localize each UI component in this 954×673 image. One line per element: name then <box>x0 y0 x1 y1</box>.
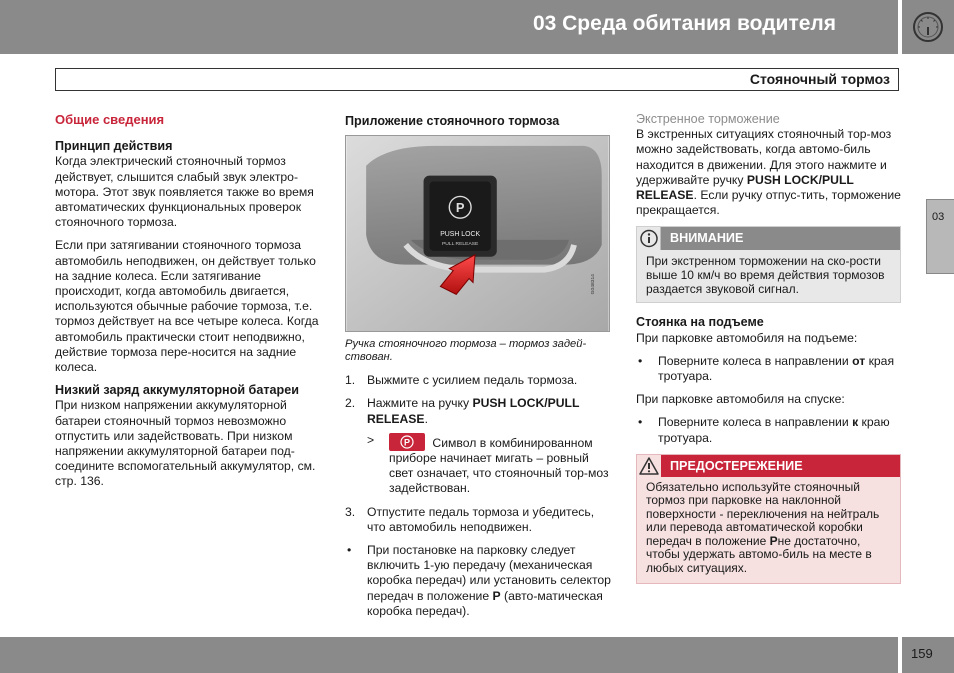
uphill-paragraph: При парковке автомобиля на подъеме: <box>636 330 858 345</box>
warning-triangle-icon <box>637 455 661 477</box>
gear-bullet-post: (авто-матическая коробка передач). <box>367 588 603 618</box>
downhill-bullet-pre: Поверните колеса в направлении <box>658 415 853 430</box>
apply-heading: Приложение стояночного тормоза <box>345 114 560 128</box>
warning-pre: Обязательно используйте стояночный тормоз при парковке на наклонной поверхности - переключения на нейтраль или перевода автоматической коробки передач в положение <box>646 479 880 548</box>
section-title: Стояночный тормоз <box>749 71 890 87</box>
bullet-dot: • <box>638 353 643 368</box>
gear-bullet <box>345 543 613 619</box>
step-3-text: Отпустите педаль тормоза и убедитесь, что автомобиль неподвижен. <box>367 504 595 534</box>
speedometer-icon <box>912 11 944 43</box>
parking-brake-icon <box>389 433 425 451</box>
apply-steps-cont <box>345 505 613 535</box>
emergency-post: . Если ручку отпус-тить, торможение прекращается. <box>636 188 901 218</box>
step-2-text-post: . <box>424 411 428 426</box>
note-title: ВНИМАНИЕ <box>670 231 744 246</box>
uphill-heading: Стоянка на подъеме <box>636 315 764 330</box>
push-lock-label: PUSH LOCK <box>440 231 481 239</box>
chapter-title: 03 Среда обитания водителя <box>532 12 836 35</box>
principle-paragraph: Когда электрический стояночный тормоз действует, слышится слабый звук электро-мотора. Этот звук появляется также во время автоматических функциональных проверок стояночного тормоза. <box>55 154 314 230</box>
step-2 <box>345 396 613 426</box>
step-1 <box>345 373 613 388</box>
parking-brake-photo <box>345 135 610 332</box>
downhill-bullet <box>636 415 901 445</box>
emergency-bold: PUSH LOCK/PULL RELEASE <box>636 172 854 203</box>
svg-text:P: P <box>455 200 465 216</box>
header-bar <box>0 0 898 54</box>
general-heading: Общие сведения <box>55 112 165 127</box>
svg-text:P: P <box>403 437 411 448</box>
apply-steps <box>345 373 613 427</box>
column-apply <box>345 112 613 627</box>
apply-bullets <box>345 543 613 619</box>
image-id: G048314 <box>590 274 596 295</box>
uphill-bullet <box>636 354 901 384</box>
uphill-bullet-post: края тротуара. <box>658 353 895 384</box>
warning-bold: P <box>769 533 778 548</box>
downhill-paragraph: При парковке автомобиля на спуске: <box>636 392 845 407</box>
principle-heading: Принцип действия <box>55 139 173 154</box>
gear-bullet-bold: P <box>492 588 501 603</box>
page-number: 159 <box>911 646 933 661</box>
step-2-text-pre: Нажмите на ручку <box>367 396 473 411</box>
pull-release-label: PULL RELEASE <box>442 242 479 248</box>
chapter-side-tab <box>926 199 954 274</box>
step-2-num: 2. <box>345 396 356 411</box>
result-text: Символ в комбинированном приборе начинает мигать – ровный свет означает, что стояночный тор-моз задействован. <box>389 435 609 496</box>
footer-bar <box>0 637 898 673</box>
column-emergency <box>636 112 901 584</box>
column-general <box>55 112 323 498</box>
side-tab-label: 03 <box>932 211 945 223</box>
downhill-bullet-bold: к <box>852 415 859 430</box>
emergency-paragraph <box>636 127 901 218</box>
bullet-dot: • <box>638 415 643 430</box>
note-box <box>636 226 901 303</box>
warning-header <box>637 455 900 477</box>
note-header <box>637 227 900 250</box>
warning-text <box>637 477 900 584</box>
photo-caption: Ручка стояночного тормоза – тормоз задей-ствован. <box>345 338 587 364</box>
low-battery-heading: Низкий заряд аккумуляторной батареи <box>55 383 299 398</box>
warning-post: не достаточно, чтобы удержать автомо-биль на месте в любых ситуациях. <box>646 533 872 575</box>
downhill-bullets <box>636 415 901 445</box>
low-battery-paragraph: При низком напряжении аккумуляторной батареи стояночный тормоз невозможно отпустить или задействовать. При низком напряжении аккумуляторной батареи под-соедините вспомогательный аккумулятор, см. стр. 136. <box>55 398 316 489</box>
warning-box <box>636 454 901 585</box>
uphill-bullet-pre: Поверните колеса в направлении <box>658 353 853 368</box>
rear-wheels-paragraph: Если при затягивании стояночного тормоза автомобиль неподвижен, он действует только на задние колеса. Если затягивание происходит, когда автомобиль двигается, используются обычные рабочие тормоза, т.е. тормоз действует на все четыре колеса. Когда автомобиль практически стоит неподвижно, действие тормоза пере-носится на задние колеса. <box>55 238 319 375</box>
step-3 <box>345 505 613 535</box>
uphill-bullet-bold: от <box>852 353 866 368</box>
step-1-text: Выжмите с усилием педаль тормоза. <box>367 373 578 388</box>
bullet-dot: • <box>347 543 352 558</box>
info-icon <box>637 227 661 250</box>
section-bar <box>55 68 899 91</box>
emergency-heading: Экстренное торможение <box>636 112 780 126</box>
downhill-bullet-post: краю тротуара. <box>658 415 890 445</box>
result-marker: > <box>367 432 375 447</box>
step-2-text-bold: PUSH LOCK/PULL RELEASE <box>367 396 580 426</box>
chapter-icon-box <box>902 0 954 54</box>
step-2-result <box>367 433 613 497</box>
step-3-num: 3. <box>345 504 356 519</box>
warning-title: ПРЕДОСТЕРЕЖЕНИЕ <box>670 458 803 473</box>
gear-bullet-pre: При постановке на парковку следует включить 1-ую передачу (механическая коробка передач) или установить селектор передач в положение <box>367 543 611 603</box>
uphill-bullets <box>636 354 901 384</box>
step-1-num: 1. <box>345 373 356 388</box>
emergency-pre: В экстренных ситуациях стояночный тор-моз можно задействовать, когда автомо-биль находится в движении. Для этого нажмите и удерживайте ручку <box>636 127 892 187</box>
note-text: При экстренном торможении на ско-рости выше 10 км/ч во время действия тормозов раздается звуковой сигнал. <box>646 254 885 297</box>
